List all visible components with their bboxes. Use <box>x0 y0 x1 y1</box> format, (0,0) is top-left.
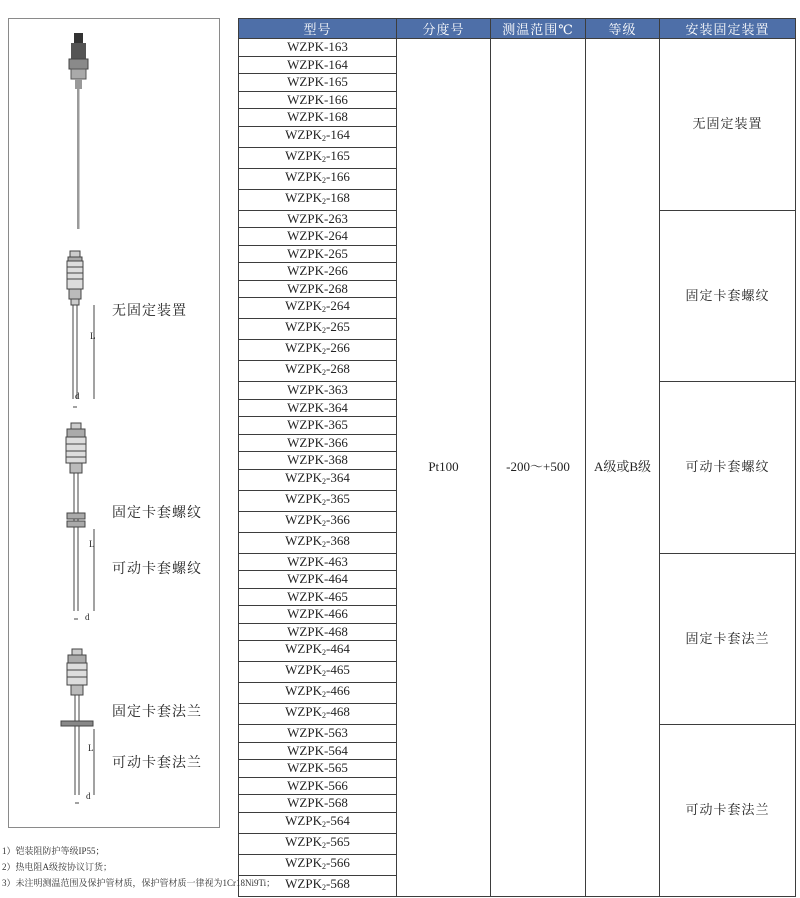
model-suffix: -564 <box>324 742 348 758</box>
model-cell <box>239 147 397 168</box>
model-cell <box>239 795 397 813</box>
sensor-drawing-flange <box>61 649 94 803</box>
model-cell <box>239 245 397 263</box>
model-prefix: WZPK <box>285 833 322 849</box>
model-suffix: -468 <box>326 704 350 719</box>
model-prefix: WZPK <box>285 490 322 506</box>
model-prefix: WZPK <box>287 245 324 261</box>
model-cell <box>239 662 397 683</box>
dimension-l-1: L <box>90 331 97 341</box>
model-cell <box>239 39 397 57</box>
diagram-label-fixed-thread: 固定卡套螺纹 <box>112 506 202 521</box>
model-prefix: WZPK <box>287 280 324 296</box>
note-2: 2）热电阻A级按协议订货； <box>2 862 113 872</box>
diagram-panel <box>8 18 220 828</box>
model-prefix: WZPK <box>285 319 322 334</box>
model-cell <box>239 553 397 571</box>
header-model: 型号 <box>239 19 397 39</box>
model-cell <box>239 588 397 606</box>
model-suffix: -165 <box>326 147 350 163</box>
model-subscript: 2 <box>322 518 326 528</box>
dimension-d-1: d <box>75 391 81 401</box>
model-suffix: -366 <box>324 434 348 450</box>
model-cell <box>239 641 397 662</box>
model-suffix: -164 <box>326 126 350 142</box>
range-cell: -200～+500 <box>491 39 586 897</box>
sensor-photo-drawing <box>69 33 88 229</box>
model-suffix: -368 <box>324 452 348 468</box>
model-cell <box>239 704 397 725</box>
model-subscript: 2 <box>322 711 326 720</box>
model-suffix: -566 <box>324 777 348 793</box>
model-suffix: -565 <box>324 760 348 776</box>
model-suffix: -366 <box>326 511 350 527</box>
table-body <box>239 39 796 897</box>
model-subscript: 2 <box>322 326 326 335</box>
model-suffix: -468 <box>324 623 348 639</box>
model-cell <box>239 469 397 490</box>
model-prefix: WZPK <box>287 452 324 468</box>
note-3: 3）未注明测温范围及保护管材质，保护管材质一律视为1Cr18Ni9Ti； <box>2 878 276 888</box>
model-subscript: 2 <box>322 154 326 164</box>
model-suffix: -264 <box>324 228 348 244</box>
table-row <box>239 39 796 57</box>
model-prefix: WZPK <box>287 228 324 244</box>
model-subscript: 2 <box>322 497 326 507</box>
model-prefix: WZPK <box>287 417 324 433</box>
model-cell <box>239 742 397 760</box>
model-subscript: 2 <box>322 539 326 549</box>
model-subscript: 2 <box>322 690 326 699</box>
model-suffix: -263 <box>324 210 348 226</box>
model-cell <box>239 683 397 704</box>
model-prefix: WZPK <box>287 91 324 107</box>
model-cell <box>239 623 397 641</box>
model-prefix: WZPK <box>285 854 322 870</box>
model-cell <box>239 812 397 833</box>
model-subscript: 2 <box>322 476 326 486</box>
model-cell <box>239 382 397 400</box>
model-prefix: WZPK <box>285 875 322 891</box>
model-cell <box>239 210 397 228</box>
model-cell <box>239 298 397 319</box>
model-cell <box>239 606 397 624</box>
model-suffix: -466 <box>324 606 348 622</box>
diagram-label-fixed-flange: 固定卡套法兰 <box>112 705 202 720</box>
model-prefix: WZPK <box>287 74 324 90</box>
model-cell <box>239 777 397 795</box>
spec-table <box>238 18 796 897</box>
model-prefix: WZPK <box>287 399 324 415</box>
mounting-cell: 可动卡套法兰 <box>660 725 796 897</box>
dimension-d-2: d <box>85 612 91 622</box>
model-suffix: -166 <box>326 168 350 184</box>
model-suffix: -265 <box>326 319 350 334</box>
model-suffix: -163 <box>324 39 348 55</box>
model-cell <box>239 319 397 340</box>
model-cell <box>239 109 397 127</box>
model-subscript: 2 <box>322 347 326 356</box>
graduation-cell: Pt100 <box>397 39 491 897</box>
model-prefix: WZPK <box>285 361 322 376</box>
model-suffix: -365 <box>326 490 350 506</box>
table-header-row <box>239 19 796 39</box>
model-suffix: -165 <box>324 74 348 90</box>
model-prefix: WZPK <box>287 623 324 639</box>
model-cell <box>239 361 397 382</box>
mounting-cell: 固定卡套法兰 <box>660 553 796 725</box>
note-1: 1）铠装阻防护等级IP55； <box>2 846 105 856</box>
model-suffix: -164 <box>324 56 348 72</box>
model-prefix: WZPK <box>287 606 324 622</box>
model-prefix: WZPK <box>287 571 324 587</box>
model-cell <box>239 434 397 452</box>
model-suffix: -264 <box>326 298 350 313</box>
model-suffix: -464 <box>326 641 350 656</box>
grade-cell: A级或B级 <box>586 39 660 897</box>
dimension-d-3: d <box>86 791 92 801</box>
model-prefix: WZPK <box>285 812 322 828</box>
model-prefix: WZPK <box>287 553 324 569</box>
model-subscript: 2 <box>322 861 326 871</box>
model-prefix: WZPK <box>287 742 324 758</box>
model-prefix: WZPK <box>287 39 324 55</box>
model-prefix: WZPK <box>287 210 324 226</box>
model-suffix: -266 <box>326 340 350 355</box>
model-cell <box>239 417 397 435</box>
model-prefix: WZPK <box>287 777 324 793</box>
model-subscript: 2 <box>322 819 326 829</box>
model-prefix: WZPK <box>285 641 322 656</box>
model-cell <box>239 340 397 361</box>
model-cell <box>239 263 397 281</box>
model-suffix: -464 <box>324 571 348 587</box>
model-prefix: WZPK <box>285 298 322 313</box>
model-prefix: WZPK <box>285 704 322 719</box>
model-prefix: WZPK <box>285 340 322 355</box>
header-range: 测温范围℃ <box>491 19 586 39</box>
model-cell <box>239 74 397 92</box>
model-subscript: 2 <box>322 840 326 850</box>
header-mounting: 安装固定装置 <box>660 19 796 39</box>
model-cell <box>239 760 397 778</box>
model-subscript: 2 <box>322 648 326 657</box>
sensor-drawing-threaded <box>66 423 94 619</box>
notes <box>2 843 275 891</box>
model-suffix: -568 <box>324 795 348 811</box>
model-suffix: -166 <box>324 91 348 107</box>
model-suffix: -465 <box>324 588 348 604</box>
model-prefix: WZPK <box>287 263 324 279</box>
diagram-label-no-mount: 无固定装置 <box>112 304 187 319</box>
model-suffix: -368 <box>326 532 350 548</box>
model-prefix: WZPK <box>287 760 324 776</box>
model-suffix: -465 <box>326 662 350 677</box>
model-cell <box>239 532 397 553</box>
model-cell <box>239 571 397 589</box>
model-subscript: 2 <box>322 133 326 143</box>
model-suffix: -565 <box>326 833 350 849</box>
model-suffix: -563 <box>324 725 348 741</box>
model-subscript: 2 <box>322 882 326 892</box>
mounting-cell: 无固定装置 <box>660 39 796 211</box>
model-suffix: -463 <box>324 553 348 569</box>
model-prefix: WZPK <box>287 588 324 604</box>
sensor-drawing-no-mount <box>67 251 94 407</box>
model-suffix: -364 <box>324 399 348 415</box>
model-suffix: -266 <box>324 263 348 279</box>
model-subscript: 2 <box>322 175 326 185</box>
model-prefix: WZPK <box>285 662 322 677</box>
model-prefix: WZPK <box>287 56 324 72</box>
model-prefix: WZPK <box>285 511 322 527</box>
model-prefix: WZPK <box>285 189 322 205</box>
model-cell <box>239 399 397 417</box>
model-subscript: 2 <box>322 669 326 678</box>
model-suffix: -564 <box>326 812 350 828</box>
model-subscript: 2 <box>322 368 326 377</box>
model-cell <box>239 280 397 298</box>
model-cell <box>239 725 397 743</box>
model-suffix: -268 <box>326 361 350 376</box>
model-suffix: -568 <box>326 875 350 891</box>
model-prefix: WZPK <box>285 532 322 548</box>
model-cell <box>239 228 397 246</box>
model-prefix: WZPK <box>285 126 322 142</box>
model-cell <box>239 56 397 74</box>
model-prefix: WZPK <box>287 434 324 450</box>
model-cell <box>239 189 397 210</box>
model-prefix: WZPK <box>287 382 324 398</box>
diagram-label-movable-thread: 可动卡套螺纹 <box>112 562 202 577</box>
model-prefix: WZPK <box>285 683 322 698</box>
model-cell <box>239 511 397 532</box>
model-subscript: 2 <box>322 196 326 206</box>
model-suffix: -364 <box>326 469 350 485</box>
model-cell <box>239 168 397 189</box>
model-prefix: WZPK <box>285 469 322 485</box>
mounting-cell: 可动卡套螺纹 <box>660 382 796 554</box>
model-suffix: -365 <box>324 417 348 433</box>
model-suffix: -265 <box>324 245 348 261</box>
model-suffix: -566 <box>326 854 350 870</box>
model-subscript: 2 <box>322 305 326 314</box>
model-prefix: WZPK <box>287 109 324 125</box>
model-suffix: -168 <box>324 109 348 125</box>
diagram-label-movable-flange: 可动卡套法兰 <box>112 756 202 771</box>
model-prefix: WZPK <box>285 168 322 184</box>
model-prefix: WZPK <box>287 725 324 741</box>
model-suffix: -168 <box>326 189 350 205</box>
mounting-cell: 固定卡套螺纹 <box>660 210 796 382</box>
model-suffix: -268 <box>324 280 348 296</box>
model-cell <box>239 452 397 470</box>
dimension-l-3: L <box>88 743 95 753</box>
model-suffix: -363 <box>324 382 348 398</box>
header-graduation: 分度号 <box>397 19 491 39</box>
model-prefix: WZPK <box>285 147 322 163</box>
model-prefix: WZPK <box>287 795 324 811</box>
model-cell <box>239 91 397 109</box>
model-cell <box>239 490 397 511</box>
header-grade: 等级 <box>586 19 660 39</box>
dimension-l-2: L <box>89 539 96 549</box>
model-cell <box>239 126 397 147</box>
model-suffix: -466 <box>326 683 350 698</box>
